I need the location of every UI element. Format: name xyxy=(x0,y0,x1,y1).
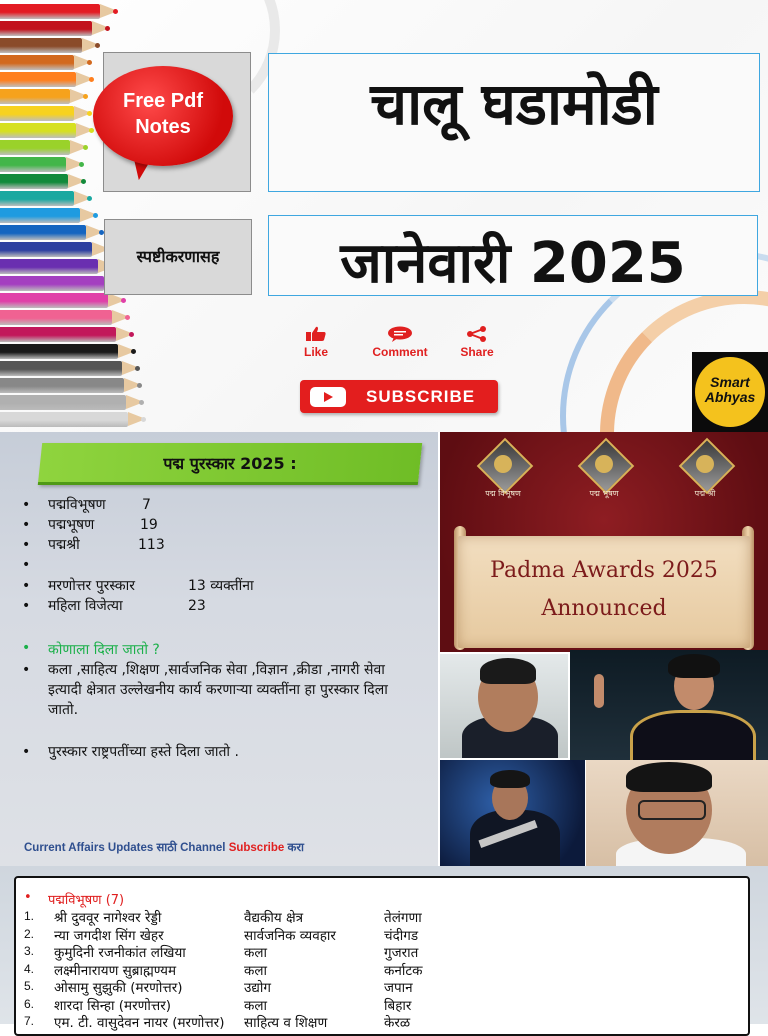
award-given-by: • पुरस्कार राष्ट्रपतींच्या हस्ते दिला जातो . xyxy=(22,742,412,762)
comment-label: Comment xyxy=(372,345,428,359)
awardee-photo-4 xyxy=(586,760,768,866)
stat-label: पद्मविभूषण xyxy=(48,497,106,513)
medal-label: पद्म भूषण xyxy=(589,489,619,498)
pencil-decoration xyxy=(0,106,74,121)
stat-women-winners xyxy=(22,596,422,616)
section-banner-title: पद्म पुरस्कार 2025 : xyxy=(163,454,297,473)
list-spacer xyxy=(22,555,422,576)
awardee-field: कला xyxy=(244,997,268,1014)
stat-padma-bhushan xyxy=(22,515,422,535)
awardee-field: वैद्यकीय क्षेत्र xyxy=(244,910,304,926)
explanation-label: स्पष्टीकरणासह xyxy=(136,247,220,266)
awardee-name: ओसामु सुझुकी (मरणोत्तर) xyxy=(54,980,183,996)
pencil-decoration xyxy=(0,191,74,206)
pencil-decoration xyxy=(0,123,76,138)
row-number: 1. xyxy=(24,909,35,923)
awardee-field: उद्योग xyxy=(244,980,271,996)
padma-bhushan-medal xyxy=(579,444,629,499)
awardee-state: तेलंगणा xyxy=(384,910,422,926)
pencil-decoration xyxy=(0,378,124,393)
free-pdf-notes-badge[interactable] xyxy=(93,66,233,166)
row-number: 2. xyxy=(24,926,35,941)
explanation-box xyxy=(104,219,252,295)
padma-scroll-line-1: Padma Awards 2025 xyxy=(490,558,718,583)
medal-label: पद्म विभूषण xyxy=(485,489,521,498)
subscribe-button[interactable] xyxy=(300,380,498,413)
stat-label: पद्मश्री xyxy=(48,537,80,553)
pencil-decoration xyxy=(0,293,108,308)
month-year-box xyxy=(268,215,758,296)
awardee-state: जपान xyxy=(384,980,413,996)
like-button[interactable] xyxy=(296,326,336,359)
ca-text-4: करा xyxy=(284,842,305,854)
padma-scroll xyxy=(458,536,750,648)
stat-value: 7 xyxy=(142,497,151,513)
comment-button[interactable] xyxy=(358,326,442,359)
awardee-name: श्री दुववूर नागेश्वर रेड्डी xyxy=(54,910,162,926)
row-number: 5. xyxy=(24,979,35,993)
awardee-state: केरळ xyxy=(384,1015,411,1031)
page-title: चालू घडामोडी xyxy=(370,70,658,138)
smart-abhyas-logo[interactable] xyxy=(692,352,768,432)
stat-value: 23 xyxy=(188,598,206,614)
pencil-decoration xyxy=(0,225,86,240)
youtube-play-icon xyxy=(310,387,346,407)
stat-posthumous xyxy=(22,576,422,596)
pencil-decoration xyxy=(0,310,112,325)
row-number: 4. xyxy=(24,961,35,976)
awardee-photo-1 xyxy=(440,654,568,758)
stat-label: मरणोत्तर पुरस्कार xyxy=(48,578,135,594)
question-heading: • कोणाला दिला जातो ? xyxy=(22,640,160,659)
month-year-title: जानेवारी 2025 xyxy=(340,231,686,296)
stat-padma-shri xyxy=(22,535,422,555)
pencil-decoration xyxy=(0,140,70,155)
pencil-decoration xyxy=(0,4,100,19)
pencil-decoration xyxy=(0,174,68,189)
ca-text-1: Current Affairs Updates xyxy=(24,842,157,854)
badge-line-2: Notes xyxy=(135,116,191,138)
awardee-name: शारदा सिन्हा (मरणोत्तर) xyxy=(54,997,172,1014)
pencil-decoration xyxy=(0,72,76,87)
pencil-decoration xyxy=(0,55,74,70)
pencil-decoration xyxy=(0,21,92,36)
stat-label: महिला विजेत्या xyxy=(48,598,123,614)
pencil-decoration xyxy=(0,242,92,257)
channel-subscribe-line xyxy=(24,840,304,855)
stat-value: 19 xyxy=(140,517,158,533)
padma-vibhushan-medal xyxy=(478,444,528,499)
awardee-name: न्या जगदीश सिंग खेहर xyxy=(54,927,164,944)
awardee-photo-2 xyxy=(570,650,768,760)
pencil-decoration xyxy=(0,412,128,427)
share-label: Share xyxy=(460,345,494,359)
logo-badge xyxy=(695,357,765,427)
comment-bubble-icon xyxy=(387,326,413,342)
table-heading: • पद्मविभूषण (7) xyxy=(24,890,124,908)
logo-line-2: Abhyas xyxy=(704,389,756,406)
padma-scroll-line-2: Announced xyxy=(541,596,667,621)
pencil-decoration xyxy=(0,38,82,53)
row-number: 6. xyxy=(24,996,35,1011)
pencil-decoration xyxy=(0,259,98,274)
pencil-decoration xyxy=(0,344,118,359)
awardee-photo-3 xyxy=(440,760,585,866)
padma-awards-banner xyxy=(440,432,768,652)
stat-label: पद्मभूषण xyxy=(48,517,95,533)
stat-value: 113 xyxy=(138,537,165,553)
awardee-field: कला xyxy=(244,962,268,979)
thumbs-up-icon xyxy=(305,326,327,342)
awardee-state: कर्नाटक xyxy=(384,962,423,979)
subscribe-label: SUBSCRIBE xyxy=(366,387,476,406)
awardee-field: साहित्य व शिक्षण xyxy=(244,1015,328,1031)
badge-line-1: Free Pdf xyxy=(122,90,204,112)
ca-text-2: साठी xyxy=(156,842,177,854)
medal-label: पद्म श्री xyxy=(694,489,716,498)
row-number: 3. xyxy=(24,944,35,958)
awardee-name: लक्ष्मीनारायण सुब्राह्मण्यम xyxy=(54,962,177,979)
title-box xyxy=(268,53,760,192)
ca-subscribe-link[interactable]: Subscribe xyxy=(228,842,285,854)
like-label: Like xyxy=(303,345,328,359)
pencil-decoration xyxy=(0,89,70,104)
awardee-field: कला xyxy=(244,945,268,961)
pencil-decoration xyxy=(0,208,80,223)
awardee-name: कुमुदिनी रजनीकांत लखिया xyxy=(54,945,186,961)
awardee-field: सार्वजनिक व्यवहार xyxy=(244,927,336,944)
logo-line-1: Smart xyxy=(710,374,750,390)
awardee-name: एम. टी. वासुदेवन नायर (मरणोत्तर) xyxy=(54,1015,225,1031)
share-arrow-icon xyxy=(466,326,488,342)
row-number: 7. xyxy=(24,1014,35,1028)
share-button[interactable] xyxy=(454,326,500,359)
award-stats-list xyxy=(22,495,422,616)
pencil-decoration xyxy=(0,395,126,410)
stat-value: 13 व्यक्तींना xyxy=(188,578,254,594)
awardee-state: गुजरात xyxy=(384,945,419,961)
ca-text-3: Channel xyxy=(176,842,229,854)
pencil-decoration xyxy=(0,361,122,376)
awardee-state: चंदीगड xyxy=(384,927,419,944)
padma-shri-medal xyxy=(680,444,730,499)
stat-padma-vibhushan xyxy=(22,495,422,515)
award-description: • कला ,साहित्य ,शिक्षण ,सार्वजनिक सेवा ,विज्ञान ,क्रीडा ,नागरी सेवा इत्यादी क्षेत्रात उल्लेखनीय कार्य करणाऱ्या व्यक्तींना हा पुरस्कार दिला जातो. xyxy=(22,660,412,720)
pencil-decoration xyxy=(0,157,66,172)
pencil-decoration xyxy=(0,327,116,342)
pencil-decoration xyxy=(0,276,104,291)
awardee-state: बिहार xyxy=(384,997,412,1014)
